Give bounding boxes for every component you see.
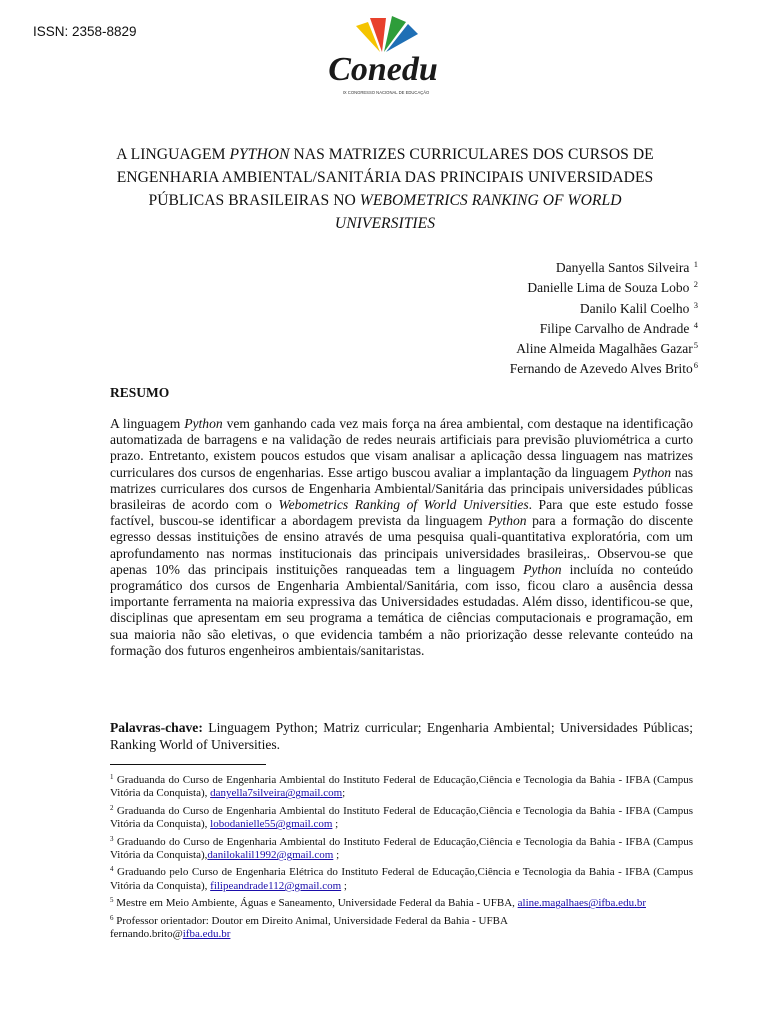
email-link[interactable]: aline.magalhaes@ifba.edu.br bbox=[517, 897, 646, 910]
footnote-3: $^3$ Graduando do Curso de Engenharia Ambiental do Instituto Federal de Educação,Ciência e Tecnologia da Bahia - IFBA (Campus Vitória da Conquista),danilokalil1992@gmail.com ; bbox=[110, 834, 693, 862]
footnote-divider bbox=[110, 764, 266, 765]
author-entry: Danyella Santos Silveira $^1$ bbox=[555, 259, 698, 275]
footnote-2: $^2$ Graduanda do Curso de Engenharia Ambiental do Instituto Federal de Educação,Ciência e Tecnologia da Bahia - IFBA (Campus Vitória da Conquista), lobodanielle55@gmail.com ; bbox=[110, 803, 693, 831]
author-entry: Fernando de Azevedo Alves Brito$^6$ bbox=[509, 360, 698, 377]
footnote-5: $^5$ Mestre em Meio Ambiente, Águas e Saneamento, Universidade Federal da Bahia - UFBA, aline.magalhaes@ifba.edu.br bbox=[110, 896, 646, 910]
email-link[interactable]: ifba.edu.br bbox=[182, 928, 231, 941]
paper-title: A LINGUAGEM PYTHON NAS MATRIZES CURRICULARES DOS CURSOS DE ENGENHARIA AMBIENTAL/SANITÁRIA DAS PRINCIPAIS UNIVERSIDADES PÚBLICAS BRASILEIRAS NO WEBOMETRICS RANKING OF WORLD UNIVERSITIES bbox=[116, 146, 654, 232]
book-pages-icon bbox=[356, 16, 418, 52]
abstract-body: A linguagem Python vem ganhando cada vez mais força na área ambiental, com destaque na identificação automatizada de barragens e na validação de redes neurais artificiais para previsão pluviométrica a curto prazo. Entretanto, existem poucos estudos que visam analisar a aplicação dessa linguagem nas matrizes curriculares dos cursos de engenharias. Esse artigo buscou avaliar a implantação da linguagem Python nas matrizes curriculares dos cursos de Engenharia Ambiental/Sanitária das principais universidades públicas brasileiras de acordo com o Webometrics Ranking of World Universities. Para que este estudo fosse factível, buscou-se identificar a abordagem prevista da linguagem Python para a formação do discente egresso dessas instituições de ensino através de uma pesquisa quali-quantitativa exploratória, com um aprofundamento nas normas institucionais das principais universidades brasileiras,. Observou-se que apenas 10% das principais instituições ranqueadas tem a linguagem Python incluída no conteúdo programático dos cursos de Engenharia Ambiental/Sanitária, com isso, ficou claro a ausência dessa importante ferramenta na maioria expressiva das Universidades estudadas. Além disso, identificou-se que, disciplinas que apresentam em seu programa a temática de ciências computacionais e programação, em sua maioria não são eletivas, o que evidencia também a não priorização desse relevante conteúdo na formação dos futuros engenheiros ambientais/sanitaristas. bbox=[110, 416, 693, 658]
email-link[interactable]: filipeandrade112@gmail.com bbox=[210, 879, 342, 892]
author-entry: Aline Almeida Magalhães Gazar$^5$ bbox=[516, 340, 698, 357]
footnote-1: $^1$ Graduanda do Curso de Engenharia Ambiental do Instituto Federal de Educação,Ciência e Tecnologia da Bahia - IFBA (Campus Vitória da Conquista), danyella7silveira@gmail.com; bbox=[110, 773, 693, 800]
author-entry: Filipe Carvalho de Andrade $^4$ bbox=[539, 319, 698, 336]
email-link[interactable]: danilokalil1992@gmail.com bbox=[207, 849, 334, 862]
abstract-heading: RESUMO bbox=[110, 385, 170, 400]
author-entry: Danielle Lima de Souza Lobo $^2$ bbox=[527, 279, 698, 296]
conedu-logo bbox=[308, 12, 458, 102]
logo-wordmark: Conedu bbox=[328, 51, 438, 88]
logo-tagline: IX CONGRESSO NACIONAL DE EDUCAÇÃO bbox=[342, 90, 430, 95]
footnotes bbox=[110, 771, 693, 942]
email-link[interactable]: danyella7silveira@gmail.com bbox=[210, 787, 343, 800]
issn-label: ISSN: 2358-8829 bbox=[33, 24, 137, 39]
footnote-6: $^6$ Professor orientador: Doutor em Direito Animal, Universidade Federal da Bahia - UFBA fernando.brito@ifba.edu.br bbox=[110, 913, 508, 941]
email-link[interactable]: lobodanielle55@gmail.com bbox=[210, 818, 333, 831]
keywords-label: Palavras-chave: bbox=[110, 720, 203, 735]
footnote-4: $^4$ Graduando pelo Curso de Engenharia Elétrica do Instituto Federal de Educação,Ciência e Tecnologia da Bahia - IFBA (Campus Vitória da Conquista), filipeandrade112@gmail.com ; bbox=[110, 865, 693, 892]
keywords-paragraph: Palavras-chave: Linguagem Python; Matriz curricular; Engenharia Ambiental; Universidades Públicas; Ranking World of Universities. bbox=[110, 720, 693, 752]
author-entry: Danilo Kalil Coelho $^3$ bbox=[579, 299, 698, 316]
author-list bbox=[510, 256, 698, 378]
